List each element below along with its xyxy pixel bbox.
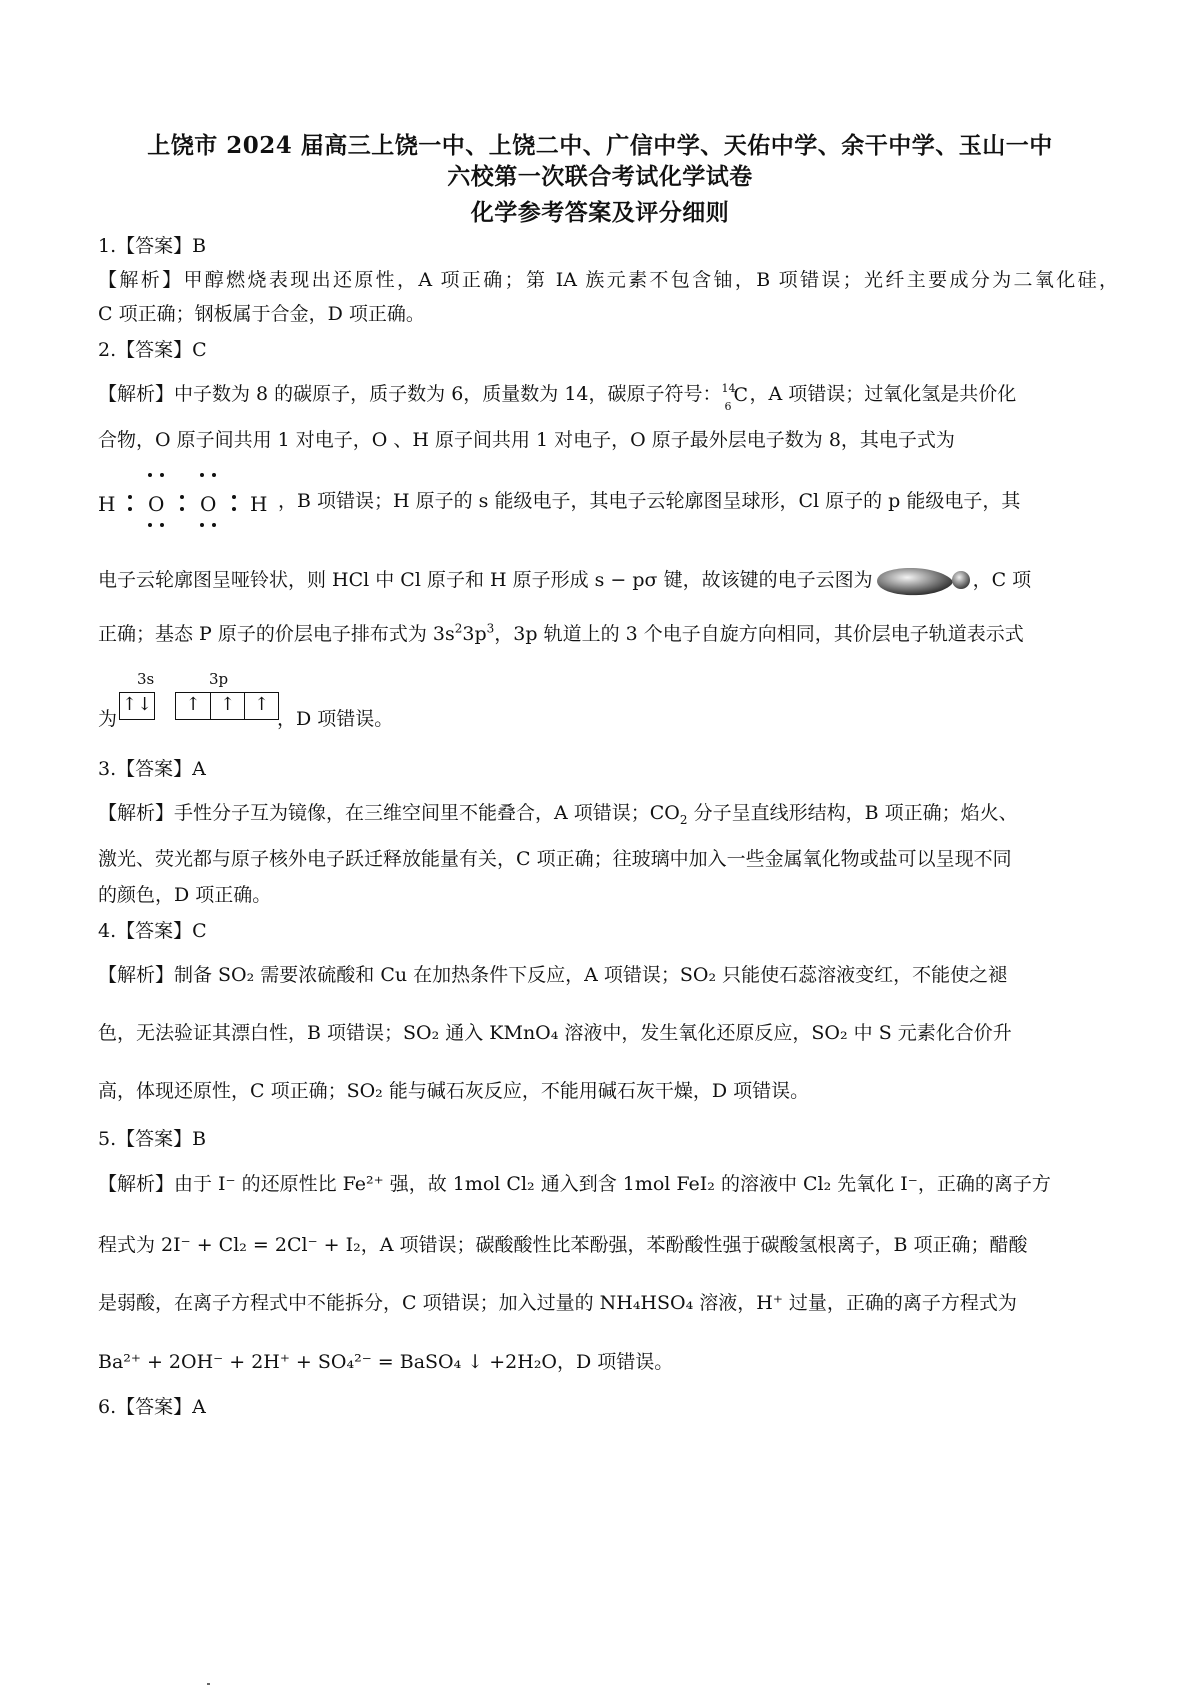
q3-analysis-line-2: 激光、荧光都与原子核外电子跃迁释放能量有关，C 项正确；往玻璃中加入一些金属氧化物或盐可以呈现不同: [98, 848, 1012, 870]
q4-analysis-line-1: 【解析】制备 SO₂ 需要浓硫酸和 Cu 在加热条件下反应，A 项错误；SO₂ 只能使石蕊溶液变红，不能使之褪: [98, 964, 1008, 986]
sup-3s: 2: [454, 621, 463, 636]
q2-text-1: 【解析】中子数为 8 的碳原子，质子数为 6，质量数为 14，碳原子符号：: [98, 383, 722, 405]
footer-mark: [207, 1683, 210, 1685]
q2-text-7: 3p: [462, 623, 487, 645]
q1-answer: 1.【答案】B: [98, 235, 207, 257]
q2-text-6: 正确；基态 P 原子的价层电子排布式为 3s: [98, 623, 455, 645]
q2-analysis-line-1: [98, 381, 1118, 413]
orbital-cell-3p-3: ↑: [244, 693, 278, 719]
q2-text-10: ，D 项错误。: [277, 708, 394, 730]
q2-text-8: ，3p 轨道上的 3 个电子自旋方向相同，其价层电子轨道表示式: [494, 623, 1024, 645]
q1-analysis-line-2: C 项正确；钢板属于合金，D 项正确。: [98, 303, 425, 325]
title-line-3: 化学参考答案及评分细则: [470, 199, 730, 226]
q6-answer: 6.【答案】A: [98, 1396, 206, 1418]
q3-analysis-line-3: 的颜色，D 项正确。: [98, 884, 272, 906]
q2-text-4: 电子云轮廓图呈哑铃状，则 HCl 中 Cl 原子和 H 原子形成 s − pσ 键，故该键的电子云图为: [98, 569, 873, 591]
sup-3p: 3: [486, 621, 495, 636]
q5-analysis-line-4: Ba²⁺ + 2OH⁻ + 2H⁺ + SO₄²⁻ = BaSO₄ ↓ +2H₂O，D 项错误。: [98, 1351, 674, 1373]
orbital-box-3p: [175, 692, 279, 720]
q2-analysis-line-6: [98, 670, 1118, 748]
q2-analysis-line-4: [98, 561, 1118, 601]
q5-analysis-line-3: 是弱酸，在离子方程式中不能拆分，C 项错误；加入过量的 NH₄HSO₄ 溶液，H⁺ 过量，正确的离子方程式为: [98, 1292, 1017, 1314]
q4-answer: 4.【答案】C: [98, 920, 207, 942]
carbon-isotope-symbol: 14 6 C: [721, 382, 749, 413]
q4-analysis-line-3: 高，体现还原性，C 项正确；SO₂ 能与碱石灰反应，不能用碱石灰干燥，D 项错误。: [98, 1080, 810, 1102]
h2o2-electron-formula: H O O H: [98, 489, 278, 515]
q2-analysis-line-2: 合物，O 原子间共用 1 对电子，O 、H 原子间共用 1 对电子，O 原子最外层电子数为 8，其电子式为: [98, 429, 955, 451]
q2-analysis-line-5: [98, 621, 1118, 647]
q2-text-9: 为: [98, 708, 118, 730]
q3-text-2: 分子呈直线形结构，B 项正确；焰火、: [687, 802, 1018, 824]
q3-answer: 3.【答案】A: [98, 758, 206, 780]
q3-analysis-line-1: [98, 800, 1118, 826]
orbital-cell-3p-1: ↑: [185, 694, 201, 715]
q3-text-1: 【解析】手性分子互为镜像，在三维空间里不能叠合，A 项错误；CO: [98, 802, 680, 824]
q5-analysis-line-1: 【解析】由于 I⁻ 的还原性比 Fe²⁺ 强，故 1mol Cl₂ 通入到含 1mol FeI₂ 的溶液中 Cl₂ 先氧化 I⁻，正确的离子方: [98, 1173, 1051, 1195]
orbital-box-3s: [119, 692, 155, 720]
orbital-cell-3s: ↑↓: [121, 694, 153, 715]
q5-analysis-line-2: 程式为 2I⁻ + Cl₂ = 2Cl⁻ + I₂，A 项错误；碳酸酸性比苯酚强，苯酚酸性强于碳酸氢根离子，B 项正确；醋酸: [98, 1234, 1028, 1256]
q2-text-2: ，A 项错误；过氧化氢是共价化: [749, 383, 1017, 405]
q2-text-3: ，B 项错误；H 原子的 s 能级电子，其电子云轮廓图呈球形，Cl 原子的 p 能级电子，其: [278, 490, 1021, 512]
q1-analysis-line-1: 【解析】甲醇燃烧表现出还原性，A 项正确；第 IA 族元素不包含铀，B 项错误；光纤主要成分为二氧化硅，: [98, 269, 1118, 291]
q4-analysis-line-2: 色，无法验证其漂白性，B 项错误；SO₂ 通入 KMnO₄ 溶液中，发生氧化还原反应，SO₂ 中 S 元素化合价升: [98, 1022, 1012, 1044]
q5-answer: 5.【答案】B: [98, 1128, 207, 1150]
orbital-cell-3p-2: ↑: [210, 693, 244, 719]
label-3p: 3p: [209, 670, 229, 688]
label-3s: 3s: [137, 670, 155, 688]
title-line-1: 上饶市 2024 届高三上饶一中、上饶二中、广信中学、天佑中学、余干中学、玉山一中: [147, 132, 1053, 159]
q2-analysis-line-3: [98, 488, 1118, 515]
sub-co2: 2: [679, 812, 688, 827]
orbital-diagram: [117, 670, 277, 738]
q2-text-5: ，C 项: [972, 569, 1032, 591]
title-line-2: 六校第一次联合考试化学试卷: [447, 163, 753, 190]
q2-answer: 2.【答案】C: [98, 339, 207, 361]
s-p-sigma-electron-cloud-image: [873, 561, 973, 601]
